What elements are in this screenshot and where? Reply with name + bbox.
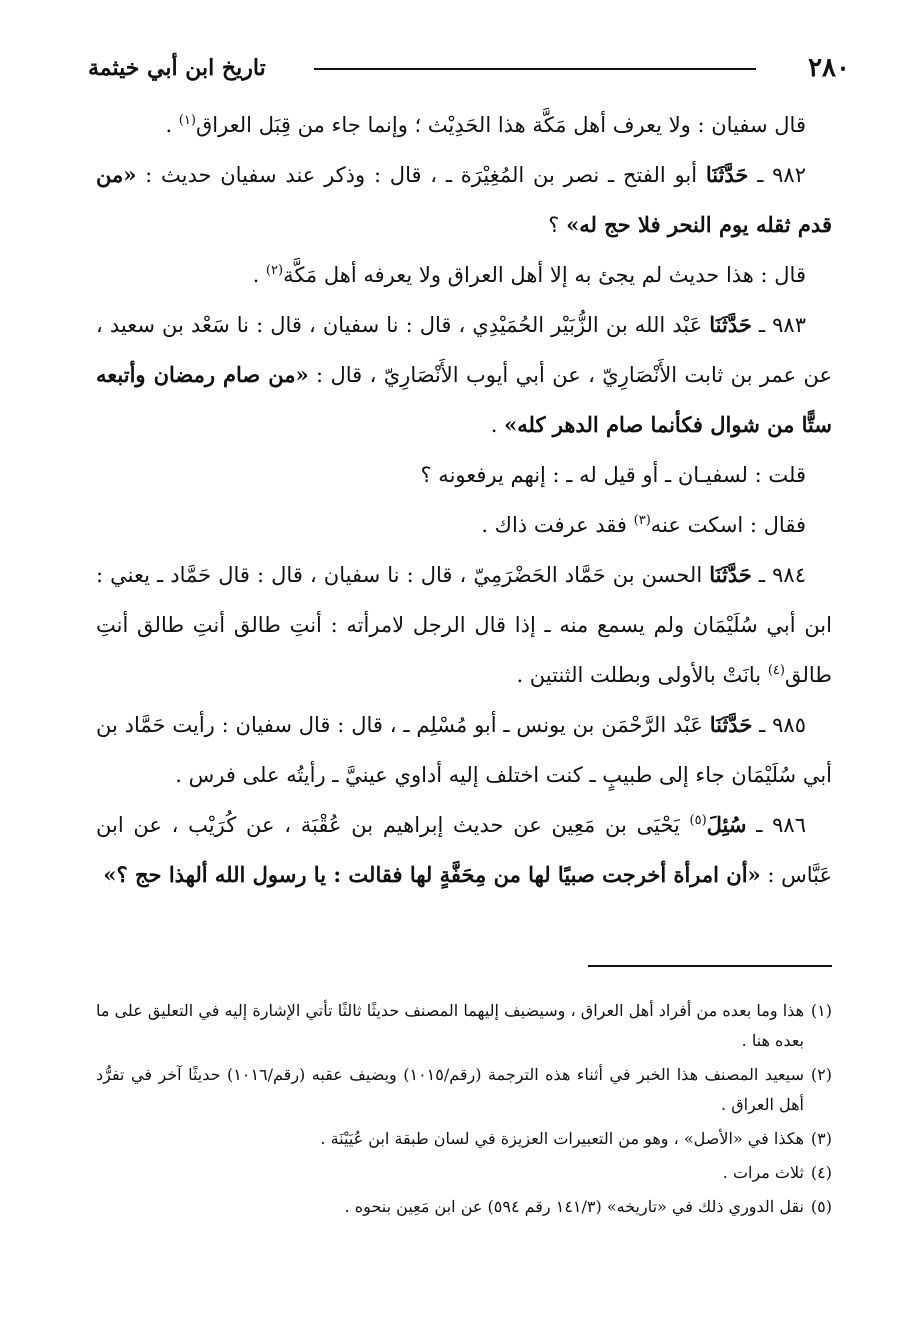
hadith-matn: «أن امرأة أخرجت صبيًا لها من مِحَفَّةٍ لها فقالت : يا رسول الله ألهذا حج ؟» bbox=[103, 862, 761, 887]
dash: ـ bbox=[746, 813, 773, 837]
hadith-983 bbox=[96, 300, 832, 450]
paragraph-text: قال سفيان : ولا يعرف أهل مَكَّة هذا الحَدِيْث ؛ وإنما جاء من قِبَل العراق bbox=[195, 113, 806, 137]
hadith-number: ٩٨٣ bbox=[772, 313, 806, 337]
chain-text: عَبْد الرَّحْمَن بن يونس ـ أبو مُسْلِم ـ ، قال : قال سفيان : رأيت حَمَّاد بن أبي سُلَيْمَان جاء إلى طبيبٍ ـ كنت اختلف إليه أداوي عينيَّ ـ رأيتُه على فرس . bbox=[96, 713, 832, 787]
paragraph-end: ؟ bbox=[548, 213, 567, 237]
hadith-number: ٩٨٥ bbox=[772, 713, 806, 737]
main-text bbox=[96, 100, 832, 900]
paragraph-end: بانَتْ بالأولى وبطلت الثنتين . bbox=[516, 663, 768, 687]
footnote-marker: (١) bbox=[810, 1001, 833, 1020]
page-header bbox=[88, 52, 850, 92]
hadith-number: ٩٨٦ bbox=[772, 813, 806, 837]
chain-text: يَحْيَى بن مَعِين عن حديث إبراهيم بن عُقْبَة ، عن كُرَيْب ، عن ابن عَبَّاس : bbox=[96, 813, 832, 887]
chain-text: الحسن بن حَمَّاد الحَضْرَمِيّ ، قال : نا سفيان ، قال : قال حَمَّاد ـ يعني : ابن أبي سُلَيْمَان ولم يسمع منه ـ إذا قال الرجل لامرأته : أنتِ طالق أنتِ طالق أنتِ طالق bbox=[96, 563, 832, 687]
footnote-marker: (٥) bbox=[810, 1197, 832, 1216]
footnote-marker: (٤) bbox=[810, 1163, 832, 1182]
dash: ـ bbox=[751, 313, 773, 337]
running-title: تاريخ ابن أبي خيثمة bbox=[88, 55, 266, 81]
paragraph-1 bbox=[96, 100, 832, 150]
footnote-ref-1[interactable]: (١) bbox=[178, 113, 196, 128]
dash: ـ bbox=[752, 713, 773, 737]
footnote-separator bbox=[588, 965, 832, 967]
paragraph-6 bbox=[96, 500, 832, 550]
transmission-word: حَدَّثَنَا bbox=[709, 712, 753, 737]
footnote-text: ثلاث مرات . bbox=[722, 1163, 804, 1182]
footnote-marker: (٣) bbox=[810, 1129, 832, 1148]
page-number: ٢٨٠ bbox=[808, 53, 850, 83]
paragraph-text: فقال : اسكت عنه bbox=[650, 513, 806, 537]
paragraph-5 bbox=[96, 450, 832, 500]
dash: ـ bbox=[751, 563, 773, 587]
footnote-text: هكذا في «الأصل» ، وهو من التعبيرات العزيزة في لسان طبقة ابن عُيَيْنَة . bbox=[320, 1129, 804, 1148]
footnote-ref-5[interactable]: (٥) bbox=[689, 813, 707, 828]
header-rule bbox=[314, 68, 756, 70]
footnote-text: نقل الدوري ذلك في «تاريخه» (١٤١/٣ رقم ٥٩٤) عن ابن مَعِين بنحوه . bbox=[344, 1197, 804, 1216]
hadith-984 bbox=[96, 550, 832, 700]
footnotes bbox=[96, 996, 832, 1226]
footnote-5 bbox=[96, 1192, 832, 1222]
paragraph-text: قال : هذا حديث لم يجئ به إلا أهل العراق ولا يعرفه أهل مَكَّة bbox=[283, 263, 806, 287]
transmission-word: حَدَّثَنَا bbox=[709, 562, 752, 587]
hadith-matn: «من صام رمضان وأتبعه ستًّا من شوال فكأنما صام الدهر كله» bbox=[96, 362, 832, 437]
paragraph-text: قلت : لسفيـان ـ أو قيل له ـ : إنهم يرفعونه ؟ bbox=[420, 463, 806, 487]
dash: ـ bbox=[748, 163, 773, 187]
chain-text: أبو الفتح ـ نصر بن المُغِيْرَة ـ ، قال : وذكر عند سفيان حديث : bbox=[136, 163, 706, 187]
hadith-986 bbox=[96, 800, 832, 900]
chain-text: عَبْد الله بن الزُّبَيْر الحُمَيْدِي ، قال : نا سفيان ، قال : نا سَعْد بن سعيد ، عن عمر بن ثابت الأَنْصَارِيّ ، عن أبي أيوب الأَنْصَارِيّ ، قال : bbox=[96, 313, 832, 387]
transmission-word: حَدَّثَنَا bbox=[705, 162, 749, 187]
transmission-word: حَدَّثَنَا bbox=[709, 312, 752, 337]
paragraph-end: . bbox=[490, 413, 505, 437]
footnote-text: هذا وما بعده من أفراد أهل العراق ، وسيضيف إليهما المصنف حديثًا ثالثًا تأتي الإشارة إليه في التعليق على ما بعده هنا . bbox=[96, 1001, 805, 1050]
paragraph-end: فقد عرفت ذاك . bbox=[481, 513, 634, 537]
transmission-word: سُئِلَ bbox=[706, 812, 747, 837]
footnote-2 bbox=[96, 1060, 832, 1120]
footnote-3 bbox=[96, 1124, 832, 1154]
hadith-982 bbox=[96, 150, 832, 250]
footnote-4 bbox=[96, 1158, 832, 1188]
paragraph-3 bbox=[96, 250, 832, 300]
hadith-number: ٩٨٤ bbox=[772, 563, 806, 587]
footnote-marker: (٢) bbox=[810, 1065, 832, 1084]
footnote-ref-4[interactable]: (٤) bbox=[767, 663, 785, 678]
paragraph-end: . bbox=[252, 263, 266, 287]
hadith-matn: «من قدم ثقله يوم النحر فلا حج له» bbox=[96, 162, 832, 237]
footnote-ref-3[interactable]: (٣) bbox=[633, 513, 651, 528]
footnote-text: سيعيد المصنف هذا الخبر في أثناء هذه الترجمة (رقم/١٠١٥) ويضيف عقبه (رقم/١٠١٦) حديثًا آخر في تفرُّد أهل العراق . bbox=[96, 1065, 804, 1114]
hadith-number: ٩٨٢ bbox=[772, 163, 806, 187]
footnote-1 bbox=[96, 996, 832, 1056]
hadith-985 bbox=[96, 700, 832, 800]
paragraph-end: . bbox=[165, 113, 179, 137]
footnote-ref-2[interactable]: (٢) bbox=[265, 263, 284, 278]
